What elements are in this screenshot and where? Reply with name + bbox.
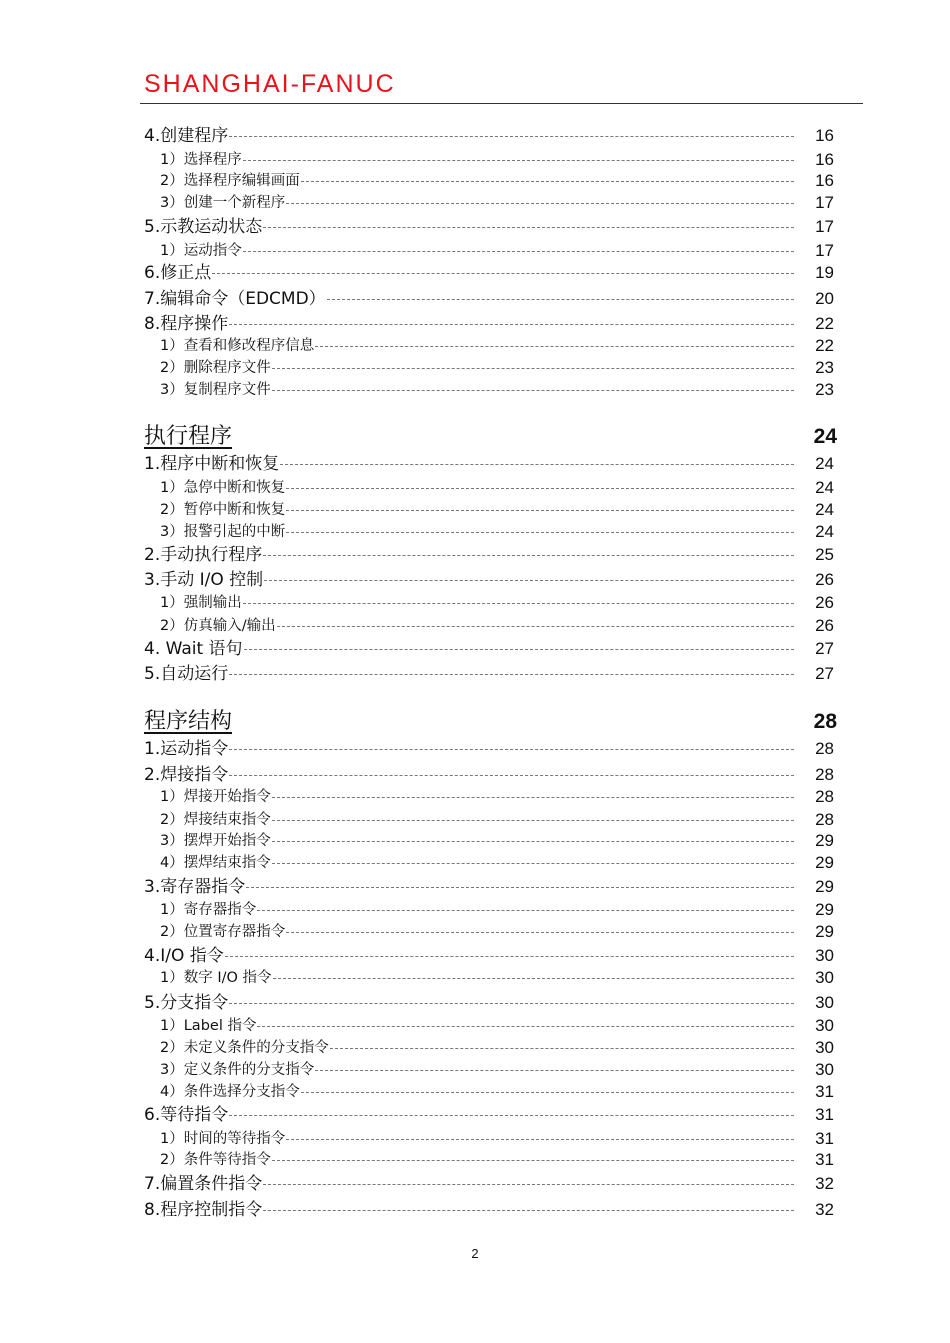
toc-entry-title: 2）未定义条件的分支指令 <box>160 1040 329 1056</box>
toc-dot-leader <box>257 1026 794 1027</box>
toc-page-number: 32 <box>815 1200 834 1219</box>
toc-entry-title: 2）焊接结束指令 <box>160 812 271 828</box>
toc-dot-leader <box>330 1048 794 1049</box>
toc-entry[interactable] <box>0 945 950 967</box>
toc-entry[interactable] <box>0 477 950 499</box>
toc-dot-leader <box>257 910 794 911</box>
toc-entry[interactable] <box>0 544 950 566</box>
toc-entry-title: 1）数字 I/O 指令 <box>160 970 272 986</box>
toc-entry[interactable] <box>0 453 950 475</box>
toc-entry[interactable] <box>0 786 950 808</box>
toc-page-number: 17 <box>815 217 834 236</box>
toc-dot-leader <box>286 510 794 511</box>
toc-page-number: 30 <box>815 1038 834 1057</box>
toc-page-number: 23 <box>815 358 834 377</box>
toc-entry[interactable] <box>0 192 950 214</box>
toc-entry-title: 7.编辑命令（EDCMD） <box>144 289 326 309</box>
toc-entry-title: 4.I/O 指令 <box>144 946 224 966</box>
toc-entry[interactable] <box>0 1059 950 1081</box>
toc-entry[interactable] <box>0 899 950 921</box>
toc-entry[interactable] <box>0 357 950 379</box>
toc-page-number: 19 <box>815 263 834 282</box>
toc-entry-title: 3）创建一个新程序 <box>160 195 286 211</box>
toc-entry[interactable] <box>0 379 950 401</box>
toc-entry[interactable] <box>0 1149 950 1171</box>
toc-entry[interactable] <box>0 1081 950 1103</box>
toc-page-number: 28 <box>815 765 834 784</box>
toc-entry-title: 3）定义条件的分支指令 <box>160 1062 315 1078</box>
toc-page-number: 32 <box>815 1174 834 1193</box>
toc-dot-leader <box>286 532 794 533</box>
toc-dot-leader <box>263 555 794 556</box>
toc-dot-leader <box>273 978 794 979</box>
toc-entry[interactable] <box>0 615 950 637</box>
toc-page-number: 25 <box>815 545 834 564</box>
toc-page-number: 27 <box>815 664 834 683</box>
toc-entry[interactable] <box>0 149 950 171</box>
toc-dot-leader <box>301 181 794 182</box>
toc-page-number: 27 <box>815 639 834 658</box>
toc-entry-title: 1）急停中断和恢复 <box>160 480 286 496</box>
toc-dot-leader <box>229 674 794 675</box>
toc-page-number: 28 <box>815 739 834 758</box>
toc-dot-leader <box>327 299 794 300</box>
toc-page-number: 24 <box>813 425 837 448</box>
toc-entry-title: 5.分支指令 <box>144 993 229 1013</box>
toc-dot-leader <box>225 956 794 957</box>
toc-page-number: 26 <box>815 616 834 635</box>
toc-entry[interactable] <box>0 852 950 874</box>
toc-page-number: 24 <box>815 500 834 519</box>
toc-entry[interactable] <box>0 335 950 357</box>
toc-entry-title: 2）选择程序编辑画面 <box>160 173 300 189</box>
toc-entry-title: 6.等待指令 <box>144 1105 229 1125</box>
toc-page-number: 30 <box>815 1060 834 1079</box>
toc-entry[interactable] <box>0 921 950 943</box>
toc-entry[interactable] <box>0 1199 950 1221</box>
toc-entry[interactable] <box>0 592 950 614</box>
toc-dot-leader <box>272 841 794 842</box>
toc-dot-leader <box>272 797 794 798</box>
toc-page-number: 28 <box>813 710 837 733</box>
toc-entry-title: 1）Label 指令 <box>160 1018 257 1034</box>
toc-entry[interactable] <box>0 170 950 192</box>
toc-entry-title: 7.偏置条件指令 <box>144 1174 263 1194</box>
toc-entry[interactable] <box>0 830 950 852</box>
toc-dot-leader <box>272 820 794 821</box>
toc-page-number: 22 <box>815 336 834 355</box>
toc-entry-title: 5.自动运行 <box>144 664 229 684</box>
toc-entry[interactable] <box>0 569 950 591</box>
toc-entry-title: 1）强制输出 <box>160 595 242 611</box>
toc-page-number: 20 <box>815 289 834 308</box>
toc-entry-title: 2）仿真输入/输出 <box>160 618 276 634</box>
toc-entry[interactable] <box>0 1128 950 1150</box>
toc-entry-title: 2.焊接指令 <box>144 765 229 785</box>
toc-entry[interactable] <box>0 240 950 262</box>
toc-section-heading[interactable] <box>0 422 950 452</box>
toc-entry-title: 5.示教运动状态 <box>144 217 263 237</box>
toc-page-number: 29 <box>815 831 834 850</box>
toc-dot-leader <box>243 603 794 604</box>
toc-entry-title: 2）位置寄存器指令 <box>160 924 286 940</box>
toc-entry-title: 3.手动 I/O 控制 <box>144 570 264 590</box>
toc-entry[interactable] <box>0 288 950 310</box>
toc-dot-leader <box>244 649 794 650</box>
toc-entry[interactable] <box>0 313 950 335</box>
toc-page-number: 29 <box>815 877 834 896</box>
toc-entry-title: 4）摆焊结束指令 <box>160 855 271 871</box>
toc-section-heading[interactable] <box>0 707 950 737</box>
toc-dot-leader <box>264 580 794 581</box>
toc-dot-leader <box>286 203 794 204</box>
toc-page-number: 28 <box>815 810 834 829</box>
toc-entry[interactable] <box>0 967 950 989</box>
toc-dot-leader <box>212 273 794 274</box>
brand-title: SHANGHAI-FANUC <box>144 70 396 98</box>
toc-entry-title: 1）寄存器指令 <box>160 902 257 918</box>
toc-entry-title: 4）条件选择分支指令 <box>160 1084 300 1100</box>
page-number: 2 <box>471 1246 479 1261</box>
toc-entry-title: 1）选择程序 <box>160 152 242 168</box>
toc-entry-title: 2.手动执行程序 <box>144 545 263 565</box>
toc-page-number: 29 <box>815 922 834 941</box>
toc-entry-title: 3.寄存器指令 <box>144 877 246 897</box>
toc-entry[interactable] <box>0 764 950 786</box>
toc-dot-leader <box>272 1160 794 1161</box>
toc-entry-title: 2）暂停中断和恢复 <box>160 502 286 518</box>
toc-dot-leader <box>229 324 794 325</box>
toc-page-number: 30 <box>815 946 834 965</box>
toc-entry[interactable] <box>0 992 950 1014</box>
toc-entry-title: 1）时间的等待指令 <box>160 1131 286 1147</box>
toc-dot-leader <box>229 749 794 750</box>
toc-dot-leader <box>229 1115 794 1116</box>
toc-entry-title: 1.运动指令 <box>144 739 229 759</box>
toc-dot-leader <box>229 1003 794 1004</box>
toc-page-number: 16 <box>815 126 834 145</box>
toc-entry-title: 8.程序控制指令 <box>144 1200 263 1220</box>
toc-entry-title: 2）删除程序文件 <box>160 360 271 376</box>
toc-page-number: 24 <box>815 454 834 473</box>
toc-page-number: 31 <box>815 1082 834 1101</box>
toc-page-number: 28 <box>815 787 834 806</box>
toc-entry-title: 1）运动指令 <box>160 243 242 259</box>
toc-dot-leader <box>286 1139 794 1140</box>
toc-page-number: 16 <box>815 171 834 190</box>
toc-dot-leader <box>315 1070 794 1071</box>
toc-entry[interactable] <box>0 876 950 898</box>
toc-dot-leader <box>263 227 794 228</box>
toc-page-number: 17 <box>815 193 834 212</box>
toc-entry[interactable] <box>0 521 950 543</box>
toc-entry[interactable] <box>0 1037 950 1059</box>
toc-dot-leader <box>315 346 794 347</box>
toc-page-number: 31 <box>815 1105 834 1124</box>
toc-dot-leader <box>286 932 794 933</box>
toc-entry[interactable] <box>0 499 950 521</box>
toc-entry[interactable] <box>0 125 950 147</box>
toc-page-number: 30 <box>815 993 834 1012</box>
toc-entry-title: 3）摆焊开始指令 <box>160 833 271 849</box>
toc-entry-title: 3）复制程序文件 <box>160 382 271 398</box>
toc-entry-title: 8.程序操作 <box>144 314 229 334</box>
toc-entry[interactable] <box>0 638 950 660</box>
toc-dot-leader <box>272 368 794 369</box>
toc-entry[interactable] <box>0 262 950 284</box>
toc-page-number: 29 <box>815 900 834 919</box>
toc-page-number: 17 <box>815 241 834 260</box>
toc-page-number: 22 <box>815 314 834 333</box>
toc-entry-title: 1）焊接开始指令 <box>160 789 271 805</box>
toc-entry-title: 2）条件等待指令 <box>160 1152 271 1168</box>
toc-page-number: 26 <box>815 570 834 589</box>
toc-entry[interactable] <box>0 1015 950 1037</box>
toc-page-number: 31 <box>815 1150 834 1169</box>
toc-page-number: 24 <box>815 478 834 497</box>
toc-entry-title: 1）查看和修改程序信息 <box>160 338 315 354</box>
toc-dot-leader <box>280 464 794 465</box>
toc-entry[interactable] <box>0 738 950 760</box>
toc-dot-leader <box>272 390 794 391</box>
toc-page-number: 31 <box>815 1129 834 1148</box>
toc-entry-title: 4.创建程序 <box>144 126 229 146</box>
toc-entry[interactable] <box>0 1104 950 1126</box>
toc-dot-leader <box>243 251 794 252</box>
toc-entry-title: 执行程序 <box>144 424 233 449</box>
toc-dot-leader <box>246 887 794 888</box>
toc-entry-title: 6.修正点 <box>144 263 212 283</box>
toc-page-number: 30 <box>815 968 834 987</box>
toc-entry-title: 4. Wait 语句 <box>144 639 243 659</box>
toc-entry[interactable] <box>0 1173 950 1195</box>
toc-page-number: 29 <box>815 853 834 872</box>
toc-dot-leader <box>286 488 794 489</box>
toc-page-number: 16 <box>815 150 834 169</box>
toc-entry-title: 1.程序中断和恢复 <box>144 454 280 474</box>
toc-entry[interactable] <box>0 663 950 685</box>
toc-dot-leader <box>277 626 794 627</box>
toc-entry[interactable] <box>0 809 950 831</box>
toc-page-number: 26 <box>815 593 834 612</box>
toc-entry[interactable] <box>0 216 950 238</box>
toc-page-number: 23 <box>815 380 834 399</box>
toc-dot-leader <box>229 775 794 776</box>
toc-page-number: 30 <box>815 1016 834 1035</box>
toc-entry-title: 程序结构 <box>144 709 233 734</box>
toc-dot-leader <box>263 1184 794 1185</box>
toc-page-number: 24 <box>815 522 834 541</box>
toc-dot-leader <box>229 136 794 137</box>
toc-dot-leader <box>301 1092 794 1093</box>
toc-dot-leader <box>243 160 794 161</box>
toc-entry-title: 3）报警引起的中断 <box>160 524 286 540</box>
toc-dot-leader <box>263 1210 794 1211</box>
toc-dot-leader <box>272 863 794 864</box>
